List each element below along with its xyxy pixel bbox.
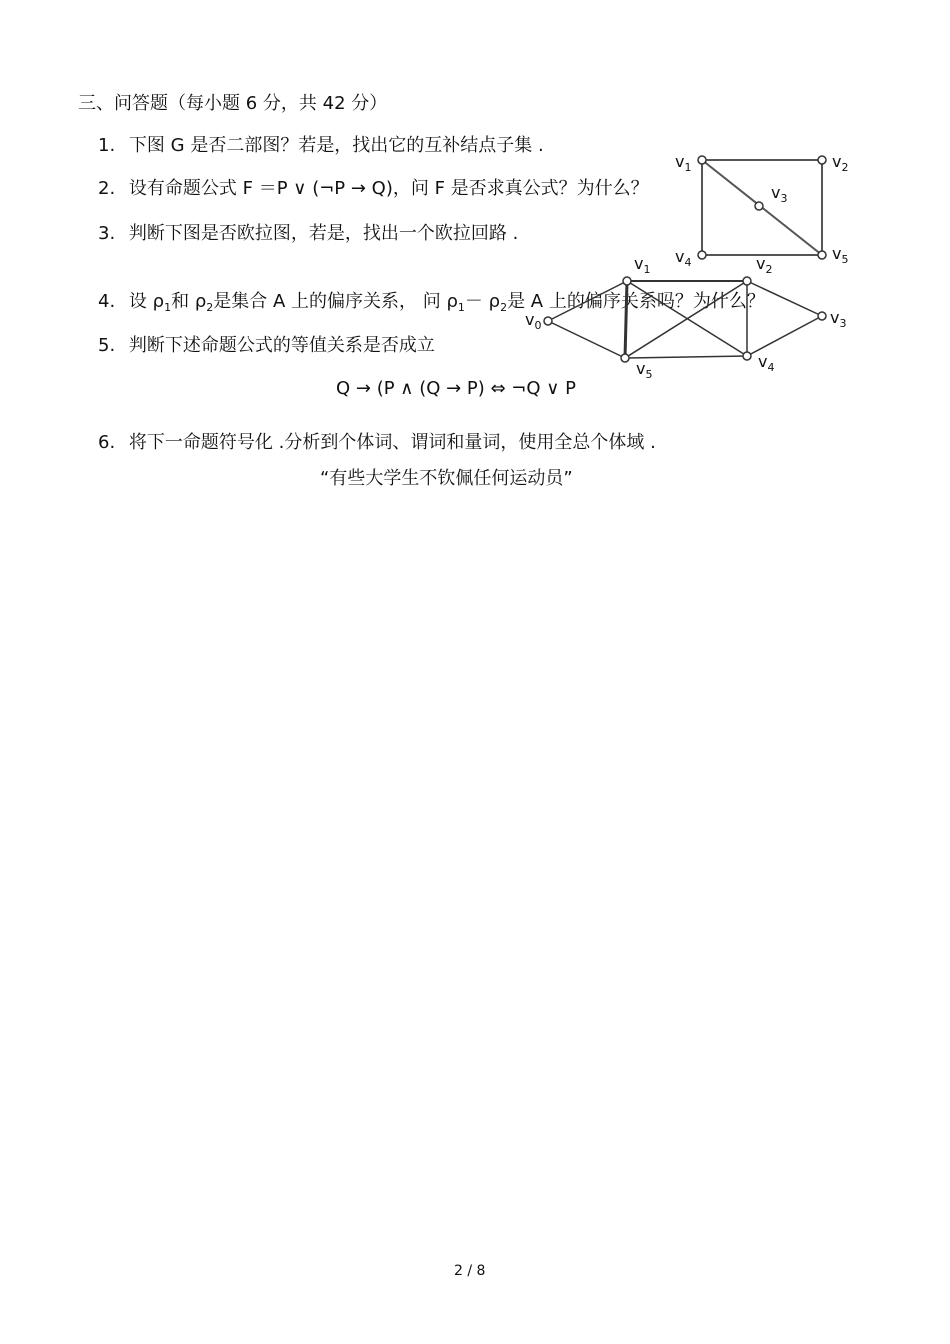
section-heading: 三、问答题（每小题 6 分，共 42 分） [78,93,388,114]
quote-6: “有些大学生不钦佩任何运动员” [320,468,573,489]
vertex-label: $v_1$ [634,254,651,276]
vertex-label: $v_5$ [832,244,849,266]
question-text-tail: ，问 F 是否求真公式？为什么？ [392,178,649,199]
graph-edge [548,321,625,358]
question-text: 将下一命题符号化 .分析到个体词、谓词和量词，使用全总个体域 . [128,432,656,453]
vertex-label: $v_5$ [636,359,653,381]
question-text: 判断下图是否欧拉图，若是，找出一个欧拉回路 . [128,223,519,244]
question-text: 判断下述命题公式的等值关系是否成立 [128,335,435,356]
graph-vertex [818,156,826,164]
question-number: 5. [98,335,116,356]
graph-vertex [755,202,763,210]
graph-vertex [621,354,629,362]
question-2 [98,178,649,200]
graph-vertex [818,312,826,320]
graph-edge [625,281,627,358]
vertex-label: $v_1$ [675,152,692,174]
formula-5: Q → (P ∧ (Q → P) ⇔ ¬Q ∨ P [336,378,577,399]
graph-vertex [698,156,706,164]
vertex-label: $v_2$ [832,152,849,174]
question-1 [98,135,544,157]
vertex-label: $v_0$ [525,310,542,332]
page-number: 2 / 8 [454,1263,486,1279]
vertex-label: $v_3$ [771,183,788,205]
graph-edge [747,281,822,316]
vertex-label: $v_4$ [675,247,692,269]
question-5 [98,335,435,357]
graph-edge [625,281,747,358]
question-number: 4. [98,291,116,312]
vertex-label: $v_2$ [756,254,773,276]
graph-vertex [623,277,631,285]
question-number: 3. [98,223,116,244]
question-number: 1. [98,135,116,156]
graph-vertex [743,277,751,285]
vertex-label: $v_3$ [830,308,847,330]
question-3 [98,223,518,245]
question-6 [98,432,656,454]
vertex-label: $v_4$ [758,352,775,374]
question-number: 6. [98,432,116,453]
question-text: 设 $\rho_1$和 $\rho_2$是集合 A 上的偏序关系， 问 $\rho_1- \rho_2$是 A 上的偏序关系吗？为什么？ [128,291,765,314]
graph-edge [747,316,822,356]
question-text: 设有命题公式 F ＝P ∨ (¬P → Q) [128,178,393,199]
question-text: 下图 G 是否二部图？若是，找出它的互补结点子集 . [128,135,544,156]
graph-euler [520,250,860,385]
graph-vertex [544,317,552,325]
graph-edge [548,281,627,321]
question-number: 2. [98,178,116,199]
graph-edge [625,356,747,358]
graph-vertex [743,352,751,360]
